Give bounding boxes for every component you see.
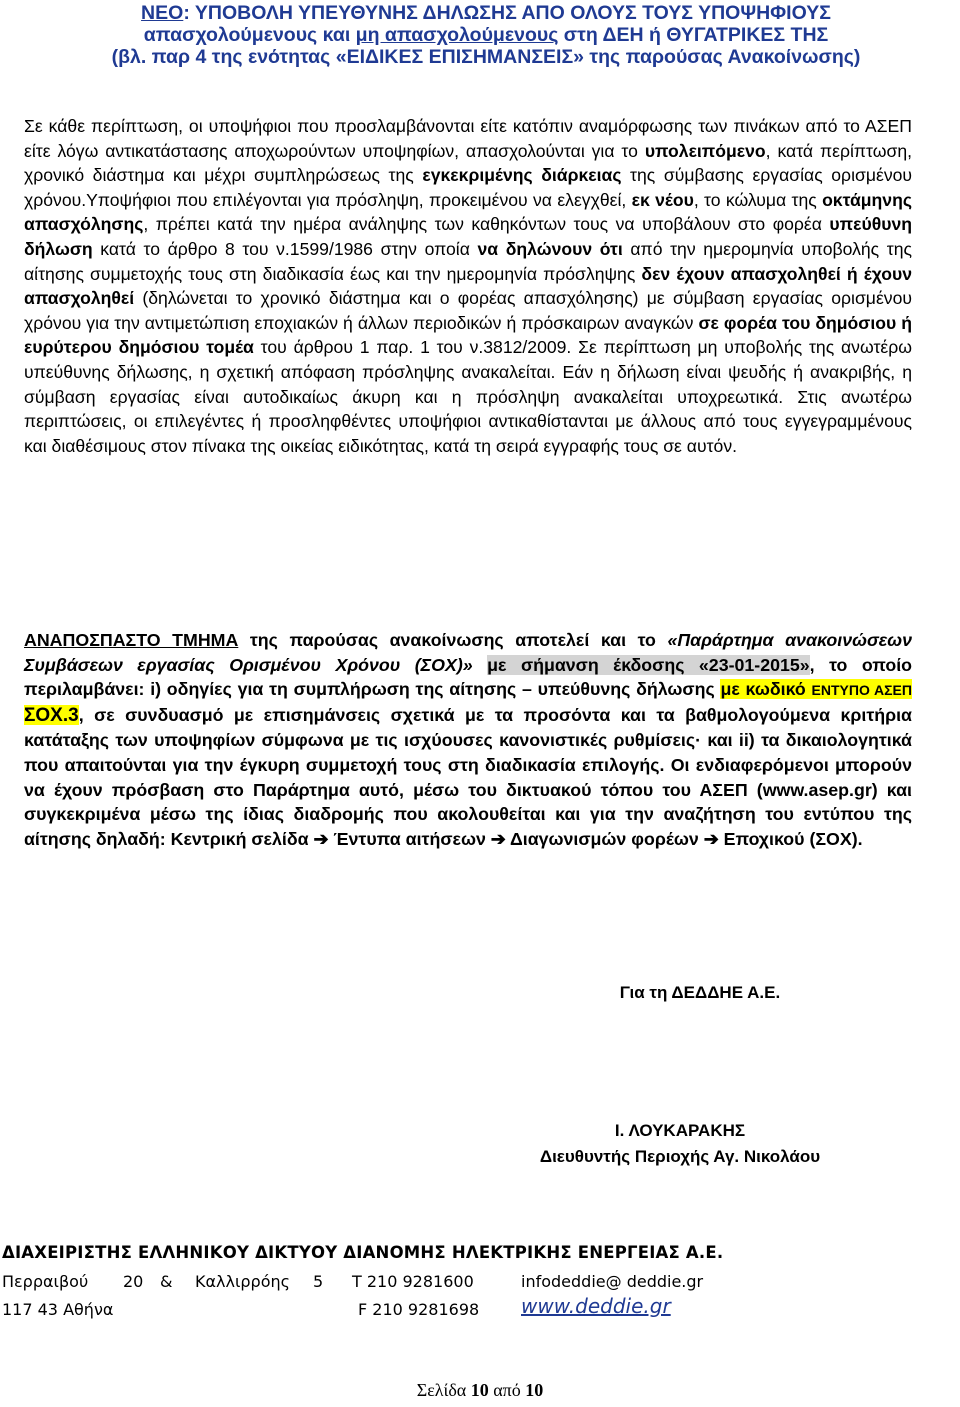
issue-date-highlight: με σήμανση έκδοσης «23-01-2015»	[487, 654, 810, 675]
arrow-right-icon: ➔	[490, 828, 506, 849]
footer-website-link[interactable]: www.deddie.gr	[521, 1294, 671, 1318]
signature-for-line: Για τη ΔΕΔΔΗΕ Α.Ε.	[619, 983, 781, 1002]
footer-address-row	[2, 1267, 942, 1295]
footer-street-2: Καλλιρρόης	[195, 1272, 291, 1291]
arrow-right-icon: ➔	[313, 828, 329, 849]
header-line-2: απασχολούμενους και μη απασχολούμενους στη ΔΕΗ ή ΘΥΓΑΤΡΙΚΕΣ ΤΗΣ	[143, 24, 829, 46]
company-name: ΔΙΑΧΕΙΡΙΣΤΗΣ ΕΛΛΗΝΙΚΟΥ ΔΙΚΤΥΟΥ ΔΙΑΝΟΜΗΣ ΗΛΕΚΤΡΙΚΗΣ ΕΝΕΡΓΕΙΑΣ Α.Ε.	[2, 1243, 724, 1262]
footer-city-row	[2, 1295, 942, 1323]
form-code-highlight: με κωδικό ΕΝΤΥΠΟ ΑΣΕΠ ΣΟΧ.3	[24, 679, 913, 726]
company-footer	[2, 1238, 942, 1323]
notice-header	[66, 2, 906, 68]
footer-street-number: 20	[123, 1272, 144, 1291]
footer-email[interactable]: infodeddie@ deddie.gr	[521, 1272, 704, 1291]
footer-street-number-2: 5	[313, 1272, 324, 1291]
annex-paragraph: ΑΝΑΠΟΣΠΑΣΤΟ ΤΜΗΜΑ της παρούσας ανακοίνωσης αποτελεί και το «Παράρτημα ανακοινώσεων Συμβάσεων εργασίας Ορισμένου Χρόνου (ΣΟΧ)» με σήμανση έκδοσης «23-01-2015», το οποίο περιλαμβάνει: i) οδηγίες για τη συμπλήρωση της αίτησης – υπεύθυνης δήλωσης με κωδικό ΕΝΤΥΠΟ ΑΣΕΠ ΣΟΧ.3, σε συνδυασμό με επισημάνσεις σχετικά με τα προσόντα και τα βαθμολογούμενα κριτήρια κατάταξης των υποψηφίων σύμφωνα με τις ισχύουσες κανονιστικές ρυθμίσεις· και ii) τα δικαιολογητικά που απαιτούνται για την έγκυρη συμμετοχή τους στη διαδικασία επιλογής. Οι ενδιαφερόμενοι μπορούν να έχουν πρόσβαση στο Παράρτημα αυτό, μέσω του δικτυακού τόπου του ΑΣΕΠ (www.asep.gr) και συγκεκριμένα μέσω της ίδιας διαδρομής που ακολουθείται και για την αναζήτηση του εντύπου της αίτησης δηλαδή: Κεντρική σελίδα ➔ Έντυπα αιτήσεων ➔ Διαγωνισμών φορέων ➔ Εποχικού (ΣΟΧ).	[24, 630, 913, 849]
signatory-name: Ι. ΛΟΥΚΑΡΑΚΗΣ	[614, 1121, 746, 1140]
footer-ampersand: &	[160, 1272, 173, 1291]
signatory-title: Διευθυντής Περιοχής Αγ. Νικολάου	[539, 1147, 821, 1166]
signature-block	[470, 1118, 890, 1170]
footer-phone: Τ 210 9281600	[352, 1272, 474, 1291]
footer-fax: F 210 9281698	[358, 1300, 480, 1319]
header-line-3: (βλ. παρ 4 της ενότητας «ΕΙΔΙΚΕΣ ΕΠΙΣΗΜΑΝΣΕΙΣ» της παρούσας Ανακοίνωσης)	[111, 46, 861, 68]
replacement-candidates-paragraph: Σε κάθε περίπτωση, οι υποψήφιοι που προσλαμβάνονται είτε κατόπιν αναμόρφωσης των πινάκων από το ΑΣΕΠ είτε λόγω αντικατάστασης αποχωρούντων υποψηφίων, απασχολούνται για το υπολειπόμενο, κατά περίπτωση, χρονικό διάστημα και μέχρι συμπληρώσεως της εγκεκριμένης διάρκειας της σύμβασης εργασίας ορισμένου χρόνου.Υποψήφιοι που επιλέγονται για πρόσληψη, προκειμένου να ελεγχθεί, εκ νέου, το κώλυμα της οκτάμηνης απασχόλησης, πρέπει κατά την ημέρα ανάληψης των καθηκόντων τους να υποβάλουν στο φορέα υπεύθυνη δήλωση κατά το άρθρο 8 του ν.1599/1986 στην οποία να δηλώνουν ότι από την ημερομηνία υποβολής της αίτησης συμμετοχής τους στη διαδικασία έως και την ημερομηνία πρόσληψης δεν έχουν απασχοληθεί ή έχουν απασχοληθεί (δηλώνεται το χρονικό διάστημα και ο φορέας απασχόλησης) με σύμβαση εργασίας ορισμένου χρόνου για την αντιμετώπιση εποχιακών ή άλλων περιοδικών ή πρόσκαιρων αναγκών σε φορέα του δημόσιου ή ευρύτερου δημόσιου τομέα του άρθρου 1 παρ. 1 του ν.3812/2009. Σε περίπτωση μη υποβολής της ανωτέρω υπεύθυνης δήλωσης, η σχετική απόφαση πρόσληψης ανακαλείται. Εάν η δήλωση είναι ψευδής ή ανακριβής, η σύμβαση εργασίας είναι αυτοδικαίως άκυρη και η πρόσληψη ανακαλείται υποχρεωτικά. Στις ανωτέρω περιπτώσεις, οι επιλεγέντες ή προσληφθέντες υποψήφιοι αντικαθίστανται με άλλους από τους εγγεγραμμένους και διαθέσιμους στον πίνακα της οικείας ειδικότητας, κατά τη σειρά εγγραφής τους σε αυτόν.	[24, 116, 913, 456]
page-number: Σελίδα 10 από 10	[416, 1380, 544, 1400]
header-line-1: ΝΕΟ: ΥΠΟΒΟΛΗ ΥΠΕΥΘΥΝΗΣ ΔΗΛΩΣΗΣ ΑΠΟ ΟΛΟΥΣ ΤΟΥΣ ΥΠΟΨΗΦΙΟΥΣ	[141, 2, 831, 24]
footer-city: 117 43 Αθήνα	[2, 1300, 114, 1319]
arrow-right-icon: ➔	[703, 828, 719, 849]
footer-street: Περραιβού	[2, 1272, 89, 1291]
